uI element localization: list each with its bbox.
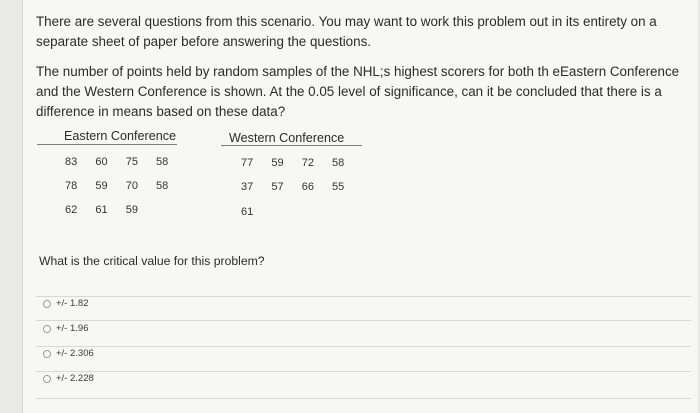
western-row-2: 37 57 66 55 <box>241 181 345 193</box>
answer-option-4[interactable] <box>43 373 94 384</box>
radio-button[interactable] <box>43 350 51 358</box>
option-divider <box>36 371 691 372</box>
eastern-row-3: 62 61 59 <box>65 204 138 216</box>
eastern-header-underline <box>37 144 177 145</box>
question-card <box>22 0 698 413</box>
radio-button[interactable] <box>43 325 51 333</box>
eastern-row-1: 83 60 75 58 <box>65 156 169 168</box>
question-text: What is the critical value for this problem? <box>39 254 265 268</box>
answer-option-1[interactable] <box>43 298 88 309</box>
radio-button[interactable] <box>43 300 51 308</box>
answer-option-label: +/- 2.228 <box>56 373 94 384</box>
answer-option-label: +/- 2.306 <box>56 348 94 359</box>
eastern-conference-header: Eastern Conference <box>64 129 177 143</box>
western-conference-header: Western Conference <box>229 131 345 145</box>
option-divider <box>36 320 691 321</box>
answer-option-3[interactable] <box>43 348 94 359</box>
option-divider <box>36 296 691 297</box>
option-divider <box>36 398 691 399</box>
scenario-paragraph: The number of points held by random samples of the NHL;s highest scorers for both th eEastern Conference and the Western Conference is shown. At the 0.05 level of significance, can it be concluded that there is a difference in means based on these data? <box>36 64 680 119</box>
answer-option-label: +/- 1.96 <box>56 323 89 334</box>
intro-paragraph: There are several questions from this scenario. You may want to work this problem out in its entirety on a separate sheet of paper before answering the questions. <box>36 14 657 49</box>
radio-button[interactable] <box>43 375 51 383</box>
western-row-1: 77 59 72 58 <box>241 157 345 169</box>
western-row-3: 61 <box>241 206 254 218</box>
answer-option-2[interactable] <box>43 323 88 334</box>
western-header-underline <box>221 145 362 146</box>
option-divider <box>36 346 691 347</box>
eastern-row-2: 78 59 70 58 <box>65 180 169 192</box>
answer-option-label: +/- 1.82 <box>56 298 89 309</box>
